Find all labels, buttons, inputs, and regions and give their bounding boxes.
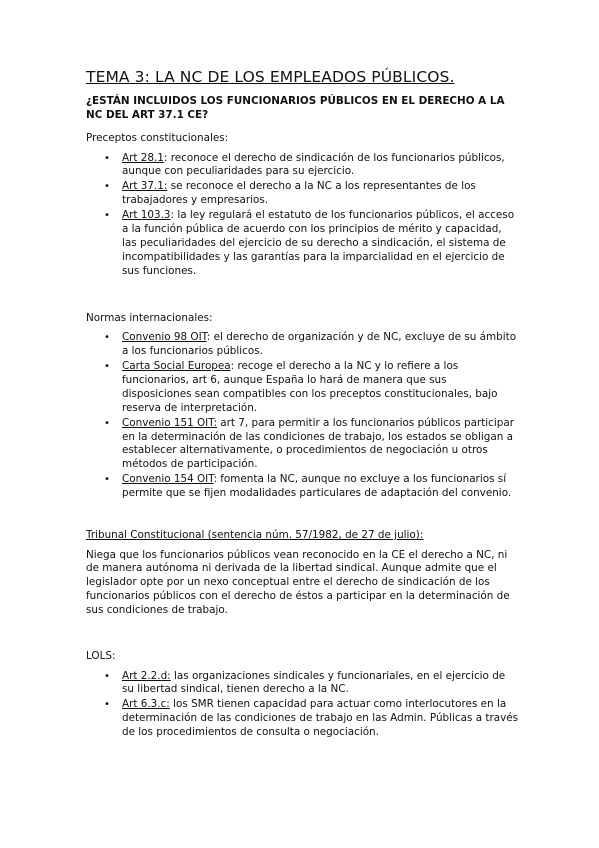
list-item [104,698,519,740]
article-ref: Carta Social Europea [122,359,231,372]
item-text: : la ley regulará el estatuto de los funcionarios públicos, el acceso a la función pública de acuerdo con los principios de mérito y capacidad, las peculiaridades del ejercicio de su derecho a sindicación, el sistema de incompatibilidades y las garantías para la imparcialidad en el ejercicio de sus funciones. [122,209,515,277]
item-text: los SMR tienen capacidad para actuar como interlocutores en la determinación de las condiciones de trabajo en las Admin. Públicas a través de los procedimientos de consulta o negociación. [122,698,519,739]
lols-list [86,670,519,741]
international-heading: Normas internacionales: [86,311,213,324]
bullet-icon: • [104,360,110,372]
item-text: : reconoce el derecho de sindicación de los funcionarios públicos, aunque con peculiaridades para su ejercicio. [122,151,505,178]
item-text: : recoge el derecho a la NC y lo refiere a los funcionarios, art 6, aunque España lo hará de manera que sus disposiciones sean compatibles con los preceptos constitucionales, bajo reserva de interpretación. [122,359,498,414]
constitutional-heading: Preceptos constitucionales: [86,132,229,144]
document-title: TEMA 3: LA NC DE LOS EMPLEADOS PÚBLICOS. [86,68,455,86]
bullet-icon: • [104,699,110,711]
article-ref: Convenio 154 OIT [122,473,214,486]
bullet-icon: • [104,417,110,429]
item-text: : el derecho de organización y de NC, excluye de su ámbito a los funcionarios públicos. [122,331,517,358]
article-ref: Convenio 151 OIT: [122,416,217,429]
list-item [104,416,519,473]
item-text: : fomenta la NC, aunque no excluye a los funcionarios sí permite que se fijen modalidades particulares de adaptación del convenio. [122,473,512,500]
list-item [104,359,519,416]
constitutional-list [86,152,519,279]
bullet-icon: • [104,474,110,486]
list-item [104,473,519,501]
article-ref: Art 37.1: [122,180,168,193]
bullet-icon: • [104,332,110,344]
list-item [104,151,519,180]
article-ref: Convenio 98 OIT [122,331,207,344]
item-text: las organizaciones sindicales y funcionariales, en el ejercicio de su libertad sindical, tienen derecho a la NC. [122,669,506,696]
tribunal-heading: Tribunal Constitucional (sentencia núm. 57/1982, de 27 de julio): [86,529,424,542]
bullet-icon: • [104,152,110,164]
list-item [104,180,519,208]
list-item [104,209,519,279]
article-ref: Art 103.3 [122,209,171,222]
section-question: ¿ESTÁN INCLUIDOS LOS FUNCIONARIOS PÚBLICOS EN EL DERECHO A LA NC DEL ART 37.1 CE? [86,95,505,121]
list-item [104,331,519,359]
bullet-icon: • [104,670,110,682]
article-ref: Art 6.3.c: [122,698,170,711]
list-item [104,669,519,698]
article-ref: Art 2.2.d: [122,669,171,682]
item-text: se reconoce el derecho a la NC a los representantes de los trabajadores y empresarios. [122,180,476,207]
tribunal-paragraph: Niega que los funcionarios públicos vean reconocido en la CE el derecho a NC, ni de manera autónoma ni derivada de la libertad sindical. Aunque admite que el legislador opte por un nexo conceptual entre el derecho de sindicación de los funcionarios públicos con el derecho de éstos a participar en la determinación de sus condiciones de trabajo. [86,548,510,617]
bullet-icon: • [104,210,110,222]
lols-heading: LOLS: [86,650,116,663]
item-text: art 7, para permitir a los funcionarios públicos participar en la determinación de las condiciones de trabajo, los estados se obligan a establecer alternativamente, o procedimientos de negociación u otros métodos de participación. [122,416,514,471]
international-list [86,331,519,501]
article-ref: Art 28.1 [122,151,164,164]
bullet-icon: • [104,181,110,193]
